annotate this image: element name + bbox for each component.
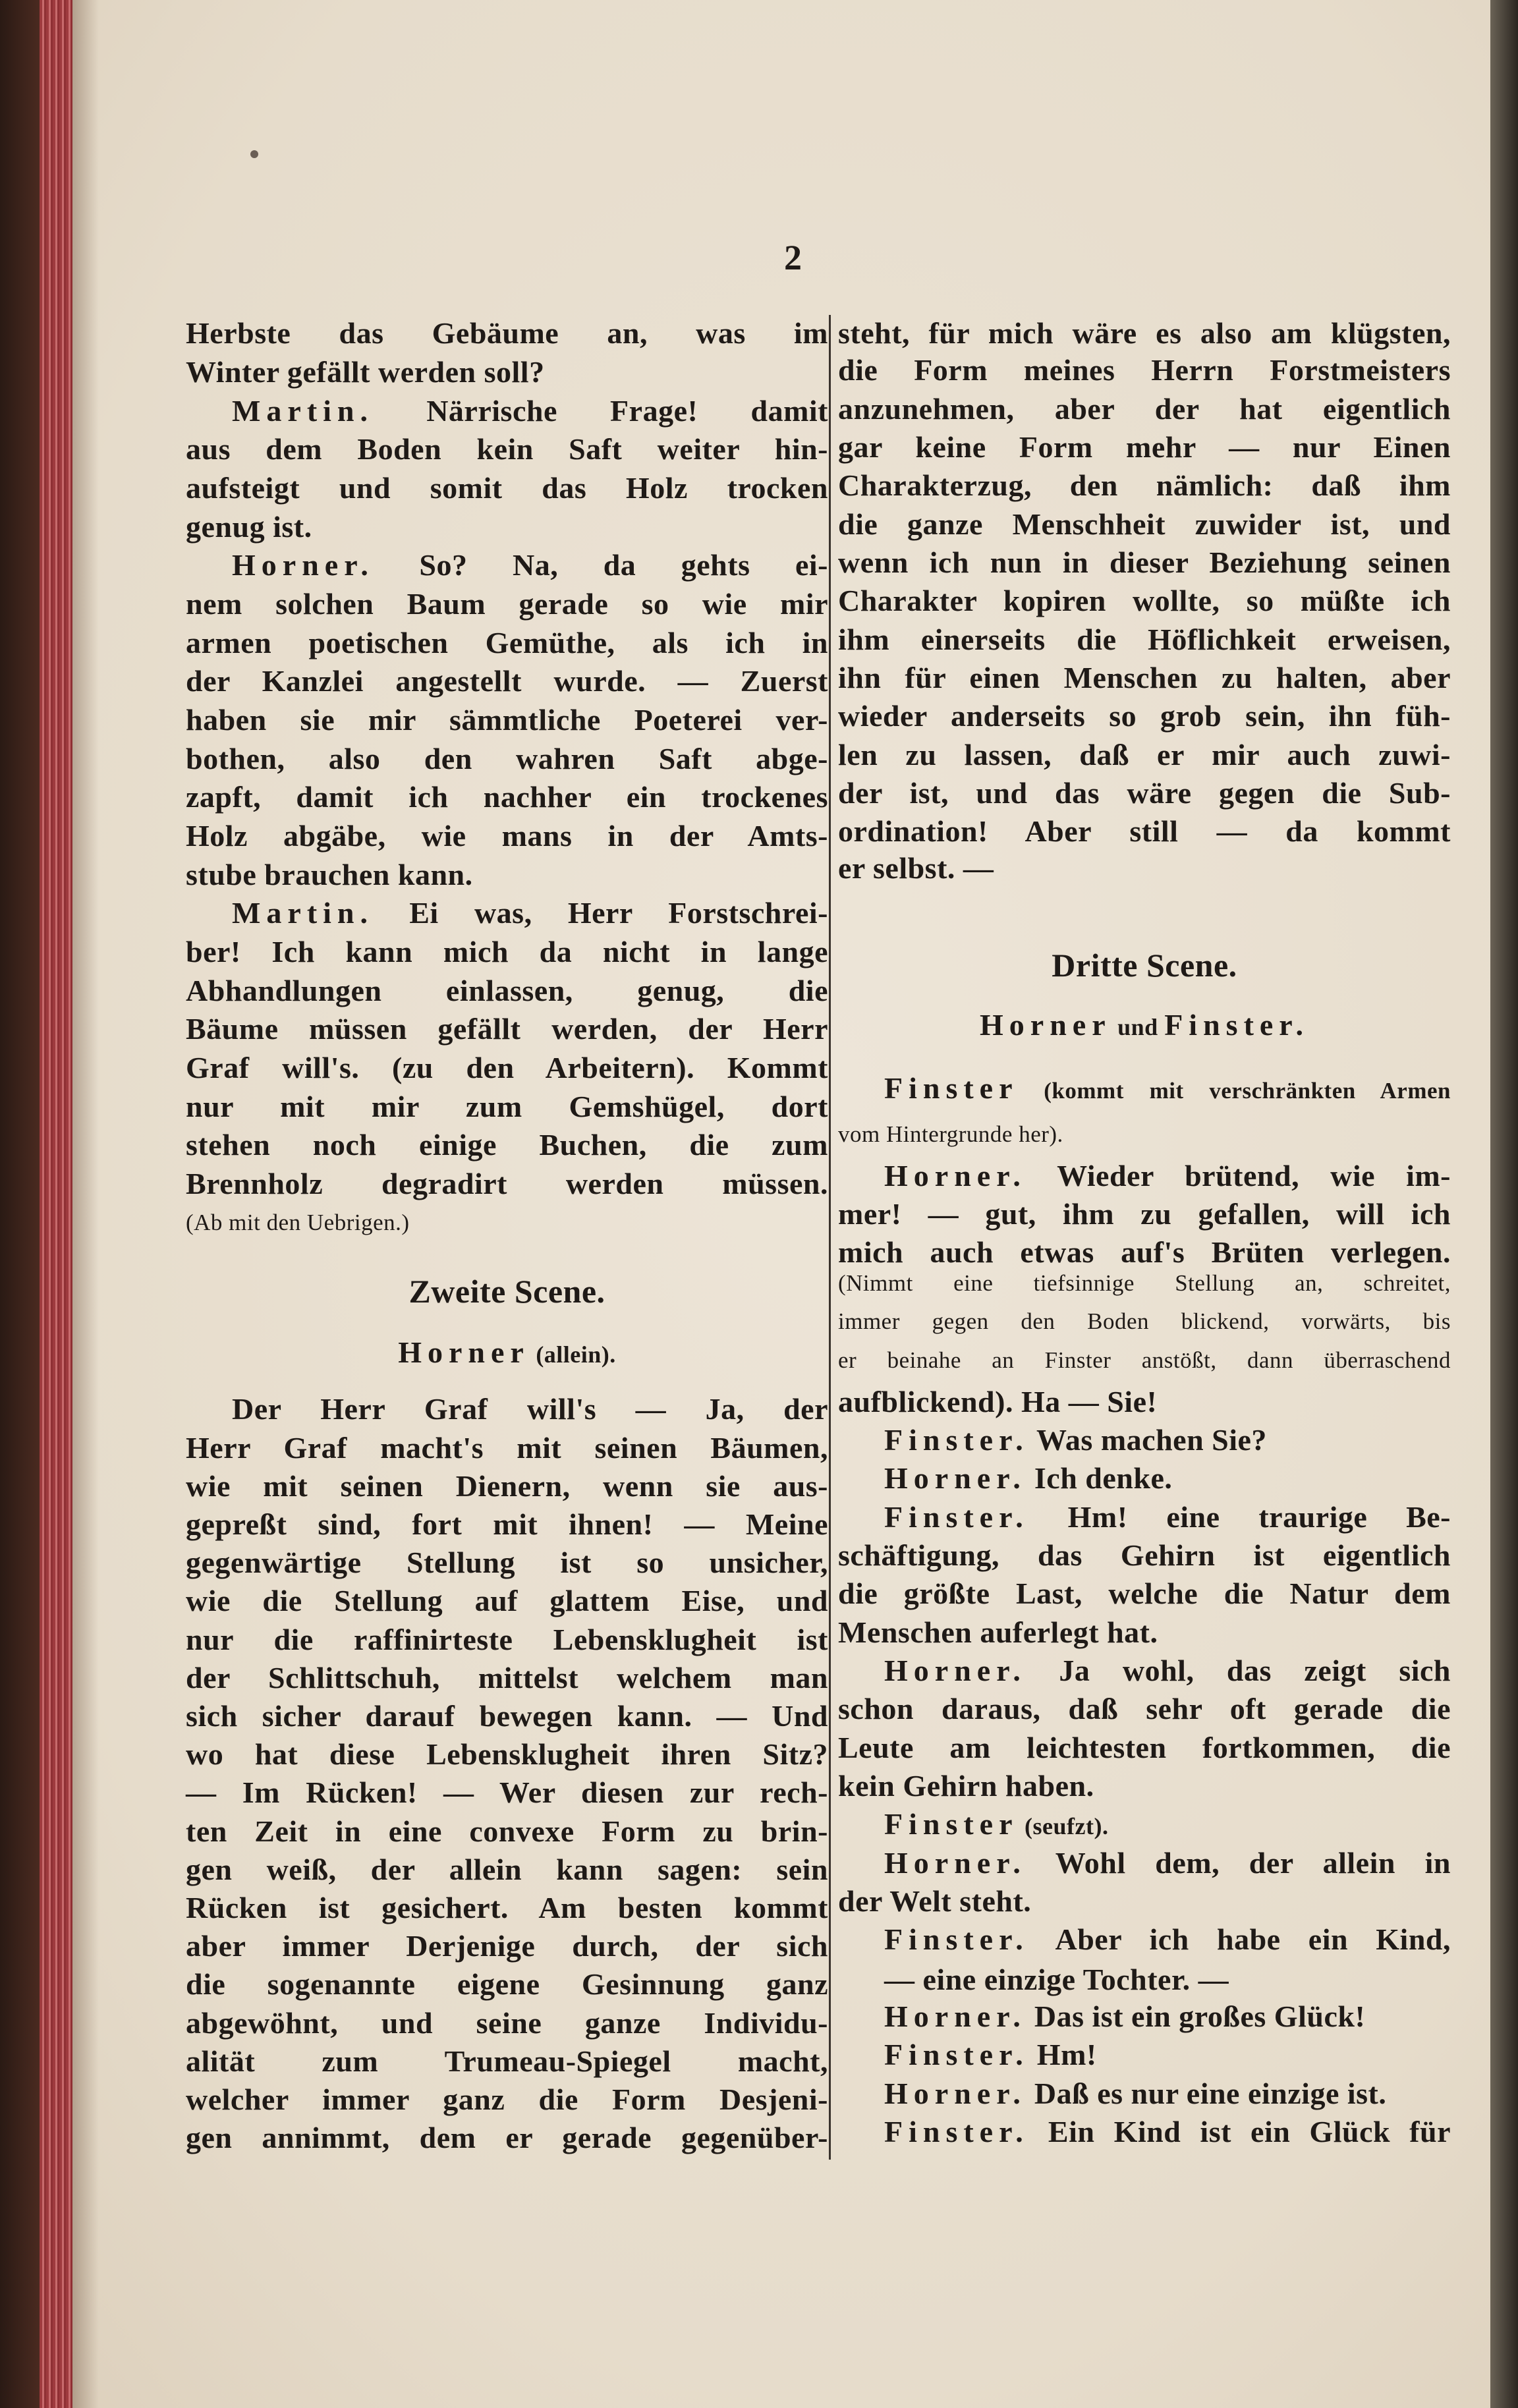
line-text: stube brauchen kann.	[186, 857, 473, 891]
text-line	[838, 1536, 1451, 1575]
line-text: nur mit mir zum Gemshügel, dort	[186, 1089, 828, 1123]
line-text: — eine einzige Tochter. —	[884, 1962, 1229, 1996]
line-text: (kommt mit verschränkten Armen	[1018, 1077, 1451, 1104]
text-line	[838, 1998, 1451, 2036]
line-text: bothen, also den wahren Saft abge-	[186, 741, 828, 775]
scene-heading	[186, 1272, 828, 1310]
line-text: Herbste das Gebäume an, was im	[186, 316, 828, 350]
line-text: Hm! eine traurige Be-	[1028, 1499, 1451, 1534]
text-line	[186, 1165, 828, 1203]
column-divider	[829, 315, 831, 2160]
line-text: wo hat diese Lebensklugheit ihren Sitz?	[186, 1737, 828, 1772]
line-text: die ganze Menschheit zuwider ist, und	[838, 507, 1451, 541]
text-line	[186, 392, 828, 430]
line-text: Graf will's. (zu den Arbeitern). Kommt	[186, 1051, 828, 1085]
line-text: Wieder brütend, wie im-	[1026, 1158, 1451, 1192]
text-line	[838, 659, 1451, 697]
text-line	[186, 1333, 828, 1374]
text-line	[838, 1652, 1451, 1690]
line-text: nur die raffinirteste Lebensklugheit ist	[186, 1622, 828, 1656]
text-line	[186, 1429, 828, 1467]
text-line	[838, 849, 1451, 887]
speaker-name: Horner	[980, 1008, 1111, 1042]
text-line	[186, 1505, 828, 1544]
text-line	[186, 972, 828, 1010]
text-line	[838, 1195, 1451, 1233]
text-line	[186, 817, 828, 855]
line-text: steht, für mich wäre es also am klügsten,	[838, 316, 1451, 350]
line-text: Holz abgäbe, wie mans in der Amts-	[186, 819, 828, 853]
speaker-name: Horner	[398, 1335, 530, 1370]
line-text: gen weiß, der allein kann sagen: sein	[186, 1852, 828, 1886]
line-text: der Kanzlei angestellt wurde. — Zuerst	[186, 664, 828, 698]
text-line	[186, 546, 828, 584]
text-line	[838, 1690, 1451, 1728]
line-text: welcher immer ganz die Form Desjeni-	[186, 2083, 828, 2117]
text-line	[186, 1851, 828, 1889]
text-line	[838, 1575, 1451, 1613]
line-text: haben sie mir sämmtliche Poeterei ver-	[186, 703, 828, 737]
speaker-name: Finster.	[884, 2038, 1029, 2072]
line-text: Närrische Frage! damit	[374, 393, 828, 428]
text-line	[186, 894, 828, 932]
line-text: kein Gehirn haben.	[838, 1768, 1094, 1803]
text-line	[186, 1621, 828, 1659]
line-text: Ich denke.	[1026, 1461, 1173, 1496]
text-line	[186, 353, 828, 391]
text-line	[186, 1735, 828, 1774]
text-line	[838, 1805, 1451, 1845]
text-line	[838, 1767, 1451, 1805]
line-text: Aber ich habe ein Kind,	[1028, 1922, 1451, 1957]
text-line	[838, 2075, 1451, 2113]
text-line	[838, 390, 1451, 428]
line-text: der Schlittschuh, mittelst welchem man	[186, 1660, 828, 1694]
line-text: Leute am leichtesten fortkommen, die	[838, 1730, 1451, 1764]
text-line	[838, 621, 1451, 659]
speaker-name: Finster.	[1164, 1008, 1309, 1042]
ink-spot	[250, 150, 258, 158]
line-text: schon daraus, daß sehr oft gerade die	[838, 1692, 1451, 1726]
text-line	[186, 585, 828, 623]
text-line	[838, 2036, 1451, 2074]
line-text: Menschen auferlegt hat.	[838, 1615, 1158, 1649]
text-line	[186, 701, 828, 739]
text-line	[186, 1126, 828, 1164]
text-line	[838, 2113, 1451, 2151]
line-text: len zu lassen, daß er mir auch zuwi-	[838, 737, 1451, 771]
text-line	[186, 1204, 828, 1242]
text-line	[186, 778, 828, 816]
line-text: genug ist.	[186, 509, 312, 544]
text-line	[838, 428, 1451, 466]
line-text: er selbst. —	[838, 851, 994, 885]
line-text: schäftigung, das Gehirn ist eigentlich	[838, 1538, 1451, 1572]
line-text: ber! Ich kann mich da nicht in lange	[186, 935, 828, 969]
line-text: wenn ich nun in dieser Beziehung seinen	[838, 545, 1451, 579]
speaker-name: Horner.	[884, 1461, 1026, 1496]
text-line	[186, 1927, 828, 1965]
text-line	[838, 1069, 1451, 1110]
line-text: Was machen Sie?	[1028, 1423, 1267, 1457]
line-text: Ein Kind ist ein Glück für	[1028, 2114, 1451, 2148]
text-line	[838, 1882, 1451, 1920]
speaker-name: Horner.	[884, 1999, 1026, 2033]
text-line	[838, 582, 1451, 620]
text-line	[186, 508, 828, 546]
gutter-shadow	[72, 0, 99, 2408]
line-text: (Nimmt eine tiefsinnige Stellung an, schreitet,	[838, 1270, 1451, 1297]
speaker-name: Finster.	[884, 2114, 1029, 2148]
speaker-name: Horner.	[884, 1653, 1026, 1687]
line-text: Brennholz degradirt werden müssen.	[186, 1167, 828, 1201]
line-text: die sogenannte eigene Gesinnung ganz	[186, 1967, 828, 2002]
speaker-name: Horner.	[232, 548, 374, 582]
page-number: 2	[784, 238, 802, 277]
text-line	[186, 1088, 828, 1126]
text-line	[186, 2119, 828, 2157]
line-text: die größte Last, welche die Natur dem	[838, 1577, 1451, 1611]
line-text: Ja wohl, das zeigt sich	[1026, 1653, 1451, 1687]
speaker-name: Finster	[884, 1071, 1019, 1105]
speaker-name: Martin.	[232, 896, 374, 930]
text-line	[186, 1889, 828, 1927]
line-text: Bäume müssen gefällt werden, der Herr	[186, 1012, 828, 1046]
line-text: wie die Stellung auf glattem Eise, und	[186, 1584, 828, 1618]
line-text: ihn für einen Menschen zu halten, aber	[838, 660, 1451, 694]
line-text: mer! — gut, ihm zu gefallen, will ich	[838, 1197, 1451, 1231]
text-line	[186, 2004, 828, 2042]
text-line	[186, 740, 828, 778]
text-line	[186, 1697, 828, 1735]
line-text: vom Hintergrunde her).	[838, 1121, 1063, 1147]
line-text: ordination! Aber still — da kommt	[838, 814, 1451, 849]
text-line	[838, 1844, 1451, 1882]
text-line	[838, 1264, 1451, 1302]
text-line	[838, 544, 1451, 582]
text-line	[186, 1965, 828, 2003]
line-text: aufblickend). Ha — Sie!	[838, 1384, 1158, 1418]
line-text: anzunehmen, aber der hat eigentlich	[838, 391, 1451, 426]
line-text: gepreßt sind, fort mit ihnen! — Meine	[186, 1507, 828, 1541]
text-line	[186, 1390, 828, 1428]
line-text: Rücken ist gesichert. Am besten kommt	[186, 1891, 828, 1925]
text-line	[838, 697, 1451, 735]
line-text: gar keine Form mehr — nur Einen	[838, 430, 1451, 464]
line-text: Abhandlungen einlassen, genug, die	[186, 973, 828, 1007]
line-text: sich sicher darauf bewegen kann. — Und	[186, 1699, 828, 1733]
text-line	[186, 933, 828, 971]
speaker-name: Finster.	[884, 1922, 1029, 1957]
text-line	[186, 430, 828, 468]
text-line	[838, 736, 1451, 774]
text-line	[838, 314, 1451, 352]
line-text: aber immer Derjenige durch, der sich	[186, 1929, 828, 1963]
line-text: Der Herr Graf will's — Ja, der	[232, 1392, 828, 1426]
text-line	[838, 1729, 1451, 1767]
line-text: Zweite Scene.	[408, 1272, 605, 1310]
line-text: (seufzt).	[1018, 1813, 1109, 1840]
text-line	[838, 1498, 1451, 1536]
line-text: immer gegen den Boden blickend, vorwärts, bis	[838, 1308, 1451, 1335]
line-text: wie mit seinen Dienern, wenn sie aus-	[186, 1469, 828, 1503]
speaker-name: Finster	[884, 1807, 1019, 1841]
line-text: aufsteigt und somit das Holz trocken	[186, 470, 828, 505]
line-text: (Ab mit den Uebrigen.)	[186, 1209, 410, 1235]
text-line	[186, 314, 828, 352]
line-text: Herr Graf macht's mit seinen Bäumen,	[186, 1430, 828, 1465]
text-line	[838, 351, 1451, 389]
text-line	[186, 469, 828, 507]
line-text: gegenwärtige Stellung ist so unsicher,	[186, 1546, 828, 1580]
text-line	[838, 812, 1451, 851]
text-line	[186, 662, 828, 700]
line-text: Das ist ein großes Glück!	[1026, 1999, 1366, 2033]
line-text: armen poetischen Gemüthe, als ich in	[186, 625, 828, 659]
speaker-name: Finster.	[884, 1423, 1029, 1457]
text-line	[838, 1341, 1451, 1380]
line-text: stehen noch einige Buchen, die zum	[186, 1128, 828, 1162]
line-text: Hm!	[1028, 2038, 1097, 2072]
text-line	[186, 1010, 828, 1048]
line-text: wieder anderseits so grob sein, ihn füh-	[838, 699, 1451, 733]
text-line	[838, 1157, 1451, 1195]
text-line	[186, 624, 828, 662]
speaker-name: Horner.	[884, 1158, 1026, 1192]
text-line	[838, 1613, 1451, 1652]
text-line	[186, 2042, 828, 2081]
book-spine	[0, 0, 40, 2408]
line-text: der Welt steht.	[838, 1884, 1032, 1918]
line-text: aus dem Boden kein Saft weiter hin-	[186, 432, 828, 466]
line-text: (allein).	[529, 1341, 616, 1368]
line-text: zapft, damit ich nachher ein trockenes	[186, 780, 828, 814]
text-line	[186, 1467, 828, 1505]
text-line	[838, 1961, 1451, 1999]
text-line	[838, 1302, 1451, 1341]
text-line	[186, 1812, 828, 1851]
line-text: gen annimmt, dem er gerade gegenüber-	[186, 2121, 828, 2155]
line-text: mich auch etwas auf's Brüten verlegen.	[838, 1235, 1451, 1270]
line-text: der ist, und das wäre gegen die Sub-	[838, 775, 1451, 810]
line-text: Dritte Scene.	[1052, 947, 1237, 984]
speaker-name: Horner.	[884, 2076, 1026, 2110]
line-text: — Im Rücken! — Wer diesen zur rech-	[186, 1776, 828, 1810]
line-text: und	[1111, 1014, 1165, 1041]
line-text: ten Zeit in eine convexe Form zu brin-	[186, 1814, 828, 1848]
text-line	[186, 1582, 828, 1620]
right-page-edge	[1490, 0, 1518, 2408]
line-text: ihm einerseits die Höflichkeit erweisen,	[838, 622, 1451, 656]
line-text: So? Na, da gehts ei-	[374, 548, 828, 582]
text-line	[838, 774, 1451, 812]
speaker-name: Finster.	[884, 1499, 1029, 1534]
line-text: Wohl dem, der allein in	[1026, 1845, 1451, 1880]
line-text: Winter gefällt werden soll?	[186, 354, 545, 389]
text-line	[838, 466, 1451, 505]
text-line	[186, 1659, 828, 1697]
text-line	[186, 1049, 828, 1087]
text-line	[186, 2081, 828, 2119]
text-line	[838, 1421, 1451, 1459]
line-text: abgewöhnt, und seine ganze Individu-	[186, 2005, 828, 2040]
text-line	[186, 856, 828, 894]
text-line	[838, 1459, 1451, 1498]
line-text: Charakter kopiren wollte, so müßte ich	[838, 584, 1451, 618]
text-line	[838, 1006, 1451, 1046]
line-text: er beinahe an Finster anstößt, dann überraschend	[838, 1347, 1451, 1373]
text-line	[186, 1774, 828, 1812]
line-text: nem solchen Baum gerade so wie mir	[186, 586, 828, 621]
text-line	[186, 1544, 828, 1582]
scene-heading	[838, 946, 1451, 984]
line-text: alität zum Trumeau-Spiegel macht,	[186, 2044, 828, 2078]
line-text: die Form meines Herrn Forstmeisters	[838, 353, 1451, 387]
red-page-edges	[40, 0, 72, 2408]
speaker-name: Martin.	[232, 393, 374, 428]
text-line	[838, 1920, 1451, 1959]
line-text: Ei was, Herr Forstschrei-	[374, 896, 828, 930]
text-line	[838, 1115, 1451, 1154]
text-line	[838, 1383, 1451, 1421]
speaker-name: Horner.	[884, 1845, 1026, 1880]
line-text: Daß es nur eine einzige ist.	[1026, 2076, 1387, 2110]
line-text: Charakterzug, den nämlich: daß ihm	[838, 468, 1451, 503]
text-line	[838, 505, 1451, 544]
